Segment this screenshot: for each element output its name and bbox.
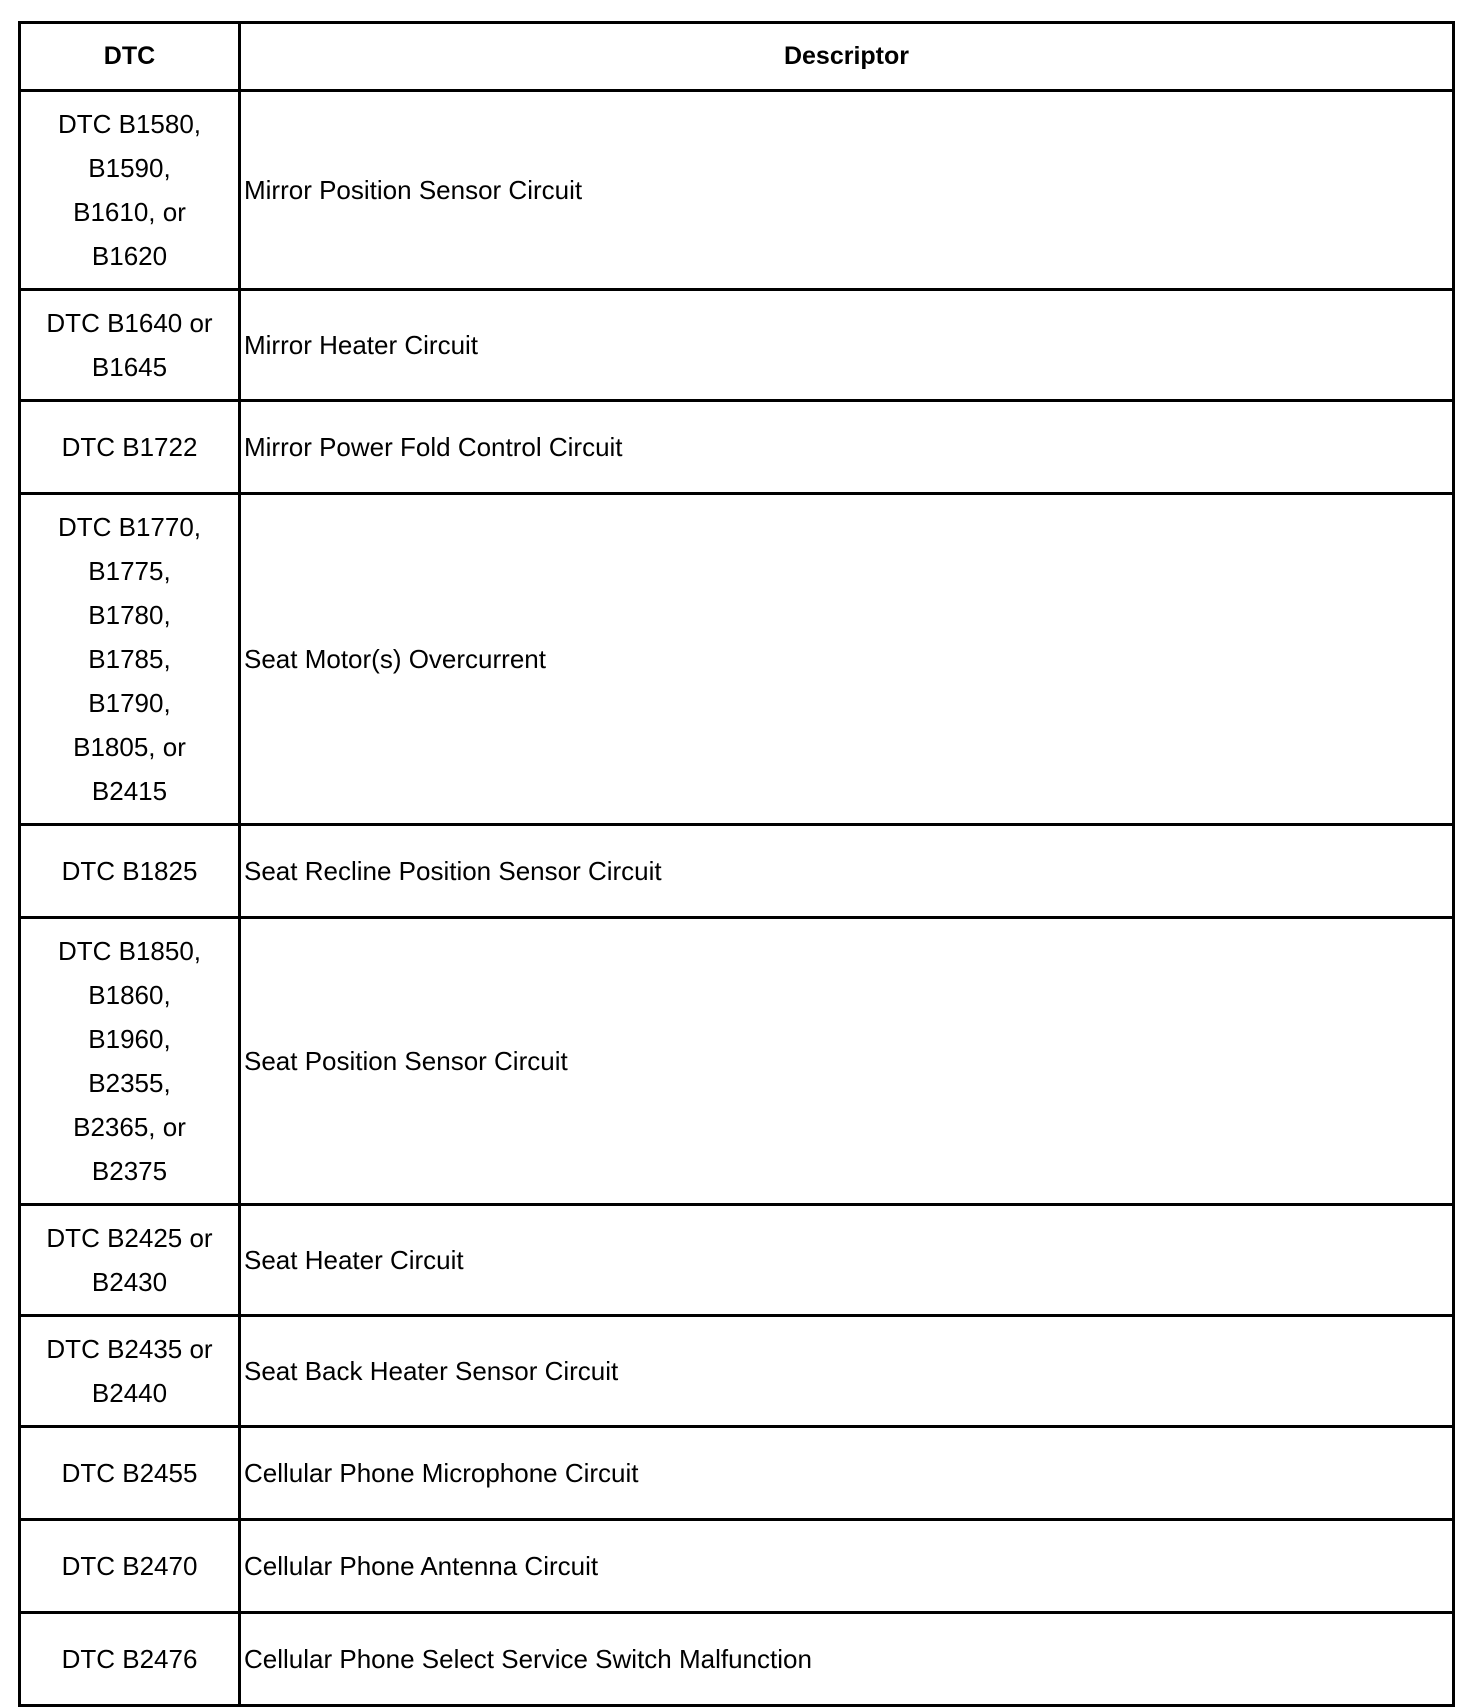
descriptor-cell: Mirror Heater Circuit xyxy=(240,290,1454,401)
descriptor-cell: Cellular Phone Select Service Switch Malfunction xyxy=(240,1613,1454,1706)
dtc-table xyxy=(18,21,1455,1707)
table-row xyxy=(20,494,1454,825)
table-row xyxy=(20,1316,1454,1427)
descriptor-cell: Mirror Position Sensor Circuit xyxy=(240,91,1454,290)
descriptor-cell: Seat Back Heater Sensor Circuit xyxy=(240,1316,1454,1427)
table-row xyxy=(20,1427,1454,1520)
table-row xyxy=(20,825,1454,918)
dtc-cell: DTC B2435 or B2440 xyxy=(20,1316,240,1427)
table-row xyxy=(20,290,1454,401)
dtc-cell: DTC B2470 xyxy=(20,1520,240,1613)
table-row xyxy=(20,401,1454,494)
table-row xyxy=(20,1520,1454,1613)
descriptor-cell: Cellular Phone Microphone Circuit xyxy=(240,1427,1454,1520)
dtc-cell: DTC B1825 xyxy=(20,825,240,918)
table-row xyxy=(20,1205,1454,1316)
dtc-cell: DTC B1722 xyxy=(20,401,240,494)
column-header-descriptor: Descriptor xyxy=(240,23,1454,91)
dtc-cell: DTC B2455 xyxy=(20,1427,240,1520)
dtc-cell: DTC B1580, B1590, B1610, or B1620 xyxy=(20,91,240,290)
descriptor-cell: Mirror Power Fold Control Circuit xyxy=(240,401,1454,494)
dtc-cell: DTC B1640 or B1645 xyxy=(20,290,240,401)
table-row xyxy=(20,1613,1454,1706)
column-header-dtc: DTC xyxy=(20,23,240,91)
table-row xyxy=(20,918,1454,1205)
dtc-cell: DTC B2425 or B2430 xyxy=(20,1205,240,1316)
dtc-cell: DTC B2476 xyxy=(20,1613,240,1706)
dtc-cell: DTC B1770, B1775, B1780, B1785, B1790, B1805, or B2415 xyxy=(20,494,240,825)
descriptor-cell: Cellular Phone Antenna Circuit xyxy=(240,1520,1454,1613)
descriptor-cell: Seat Heater Circuit xyxy=(240,1205,1454,1316)
table-row xyxy=(20,91,1454,290)
descriptor-cell: Seat Recline Position Sensor Circuit xyxy=(240,825,1454,918)
dtc-cell: DTC B1850, B1860, B1960, B2355, B2365, or B2375 xyxy=(20,918,240,1205)
descriptor-cell: Seat Motor(s) Overcurrent xyxy=(240,494,1454,825)
descriptor-cell: Seat Position Sensor Circuit xyxy=(240,918,1454,1205)
table-header-row xyxy=(20,23,1454,91)
